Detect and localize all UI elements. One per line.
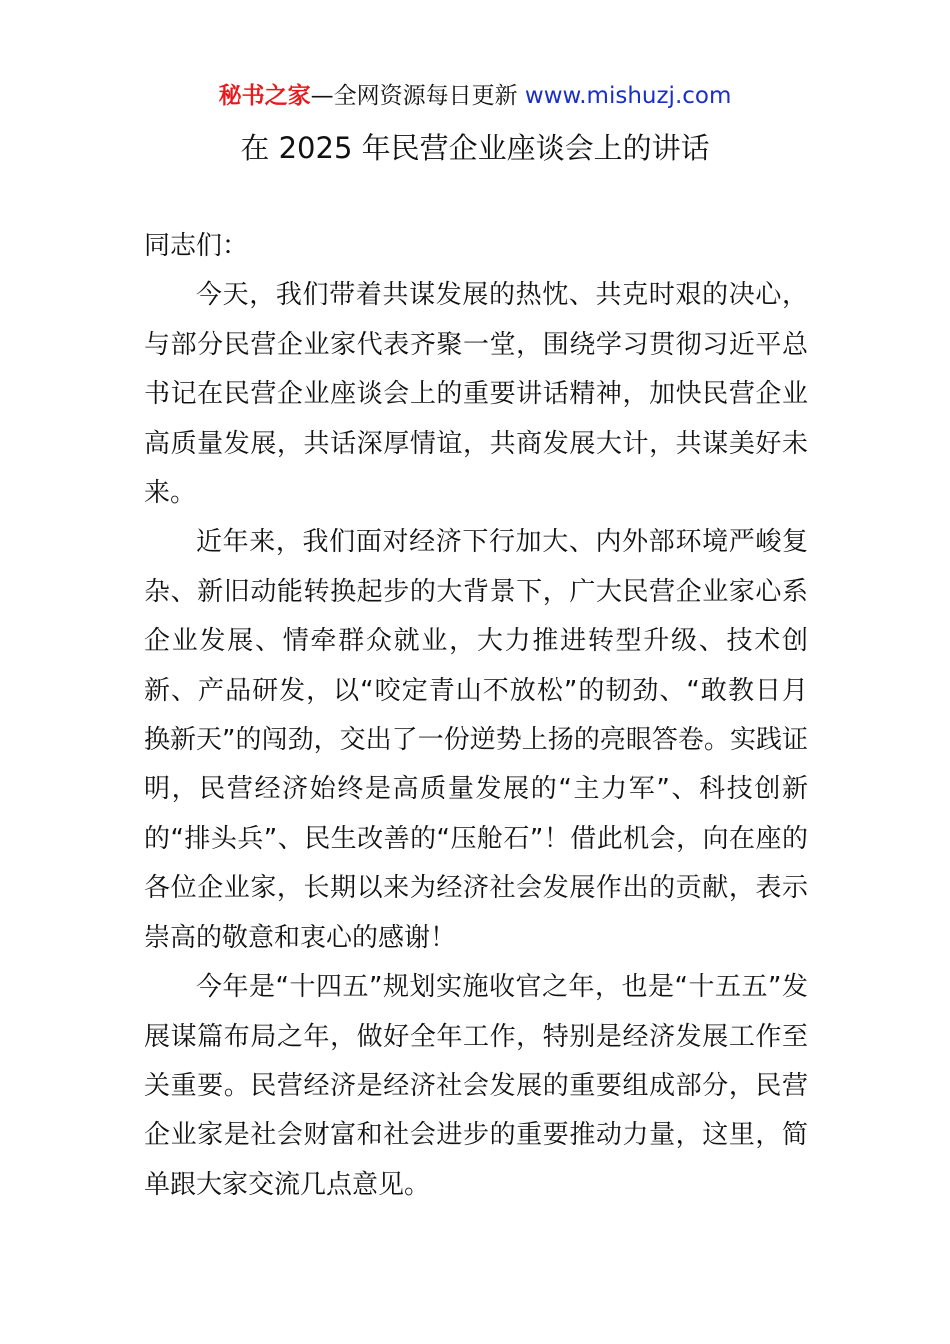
document-title: 在 2025 年民营企业座谈会上的讲话	[240, 131, 710, 165]
site-header	[0, 80, 950, 112]
paragraph-3: 今年是“十四五”规划实施收官之年，也是“十五五”发展谋篇布局之年，做好全年工作，特别是经济发展工作至关重要。民营经济是经济社会发展的重要组成部分，民营企业家是社会财富和社会进步的重要推动力量，这里，简单跟大家交流几点意见。	[144, 972, 808, 1200]
paragraph-1: 今天，我们带着共谋发展的热忱、共克时艰的决心，与部分民营企业家代表齐聚一堂，围绕学习贯彻习近平总书记在民营企业座谈会上的重要讲话精神，加快民营企业高质量发展，共话深厚情谊，共商发展大计，共谋美好未来。	[144, 280, 808, 509]
site-url-link[interactable]: www.mishuzj.com	[524, 83, 732, 109]
brand-name: 秘书之家	[218, 83, 311, 109]
salutation: 同志们：	[144, 231, 249, 261]
document-body	[144, 222, 808, 1210]
paragraph-2: 近年来，我们面对经济下行加大、内外部环境严峻复杂、新旧动能转换起步的大背景下，广大民营企业家心系企业发展、情牵群众就业，大力推进转型升级、技术创新、产品研发，以“咬定青山不放松”的韧劲、“敢教日月换新天”的闯劲，交出了一份逆势上扬的亮眼答卷。实践证明，民营经济始终是高质量发展的“主力军”、科技创新的“排头兵”、民生改善的“压舱石”！借此机会，向在座的各位企业家，长期以来为经济社会发展作出的贡献，表示崇高的敬意和衷心的感谢！	[144, 527, 808, 953]
site-tagline: —全网资源每日更新	[310, 83, 525, 109]
